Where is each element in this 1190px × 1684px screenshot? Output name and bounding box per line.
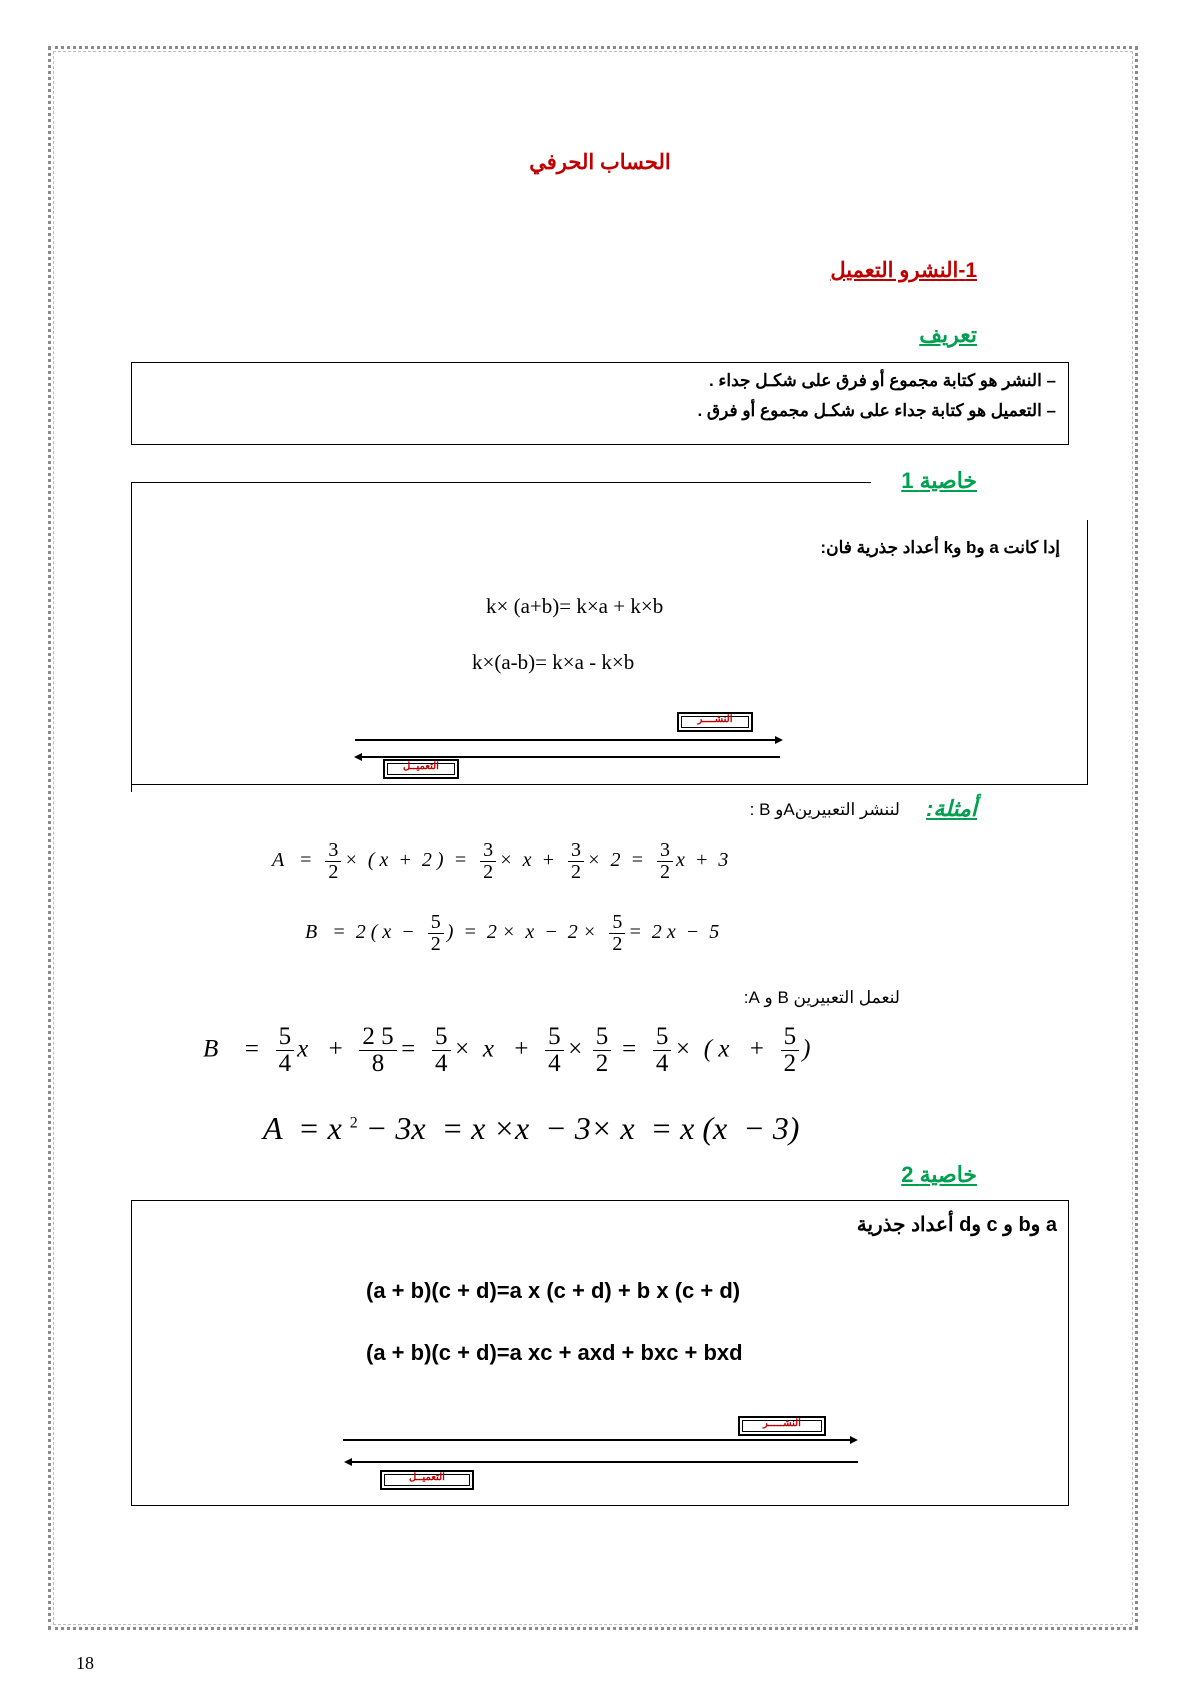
property1-top-rule <box>131 482 871 483</box>
examples-expand-intro: لننشر التعبيرينAو B : <box>749 800 900 819</box>
definition-line-1: – النشر هو كتابة مجموع أو فرق على شكـل جداء . <box>708 371 1056 390</box>
property2-intro: a وb و c وd أعداد جذرية <box>856 1214 1057 1236</box>
section-heading <box>830 258 977 283</box>
property1-left-rule <box>131 482 132 792</box>
expansion-A: A = $\frac{3}{2}$ × ( x + 2 ) = $\frac{3}{2}$ × x + $\frac{3}{2}$ × 2 = $\frac{3}{2}$ x + 3 <box>272 839 729 883</box>
property2-heading-num: 2 <box>901 1162 914 1187</box>
property1-right-rule <box>1087 520 1088 785</box>
page-title: الحساب الحرفي <box>529 151 671 174</box>
definition-line-2: – التعميل هو كتابة جداء على شكـل مجموع أو فرق . <box>697 401 1056 420</box>
section-label: النشرو التعميل <box>830 259 959 282</box>
definition-heading: تعريف <box>919 322 977 347</box>
forward-arrowhead <box>775 736 783 744</box>
examples-heading: أمثلة: <box>926 796 977 821</box>
backward-arrowhead-2 <box>344 1458 352 1466</box>
examples-factor-intro: لنعمل التعبيرين B و A: <box>743 988 900 1007</box>
page-number: 18 <box>76 1653 94 1673</box>
property1-heading-word: خاصية <box>919 468 977 493</box>
property2-formula-2: (a + b)(c + d)=a xc + axd + bxc + bxd <box>366 1340 743 1365</box>
factorization-A: A = x $^2$ − 3x = x ×x − 3× x = x (x − 3) <box>263 1110 800 1146</box>
property1-heading <box>901 468 977 494</box>
definition-box <box>131 362 1069 445</box>
property1-formula-2: k×(a-b)= k×a - k×b <box>472 650 635 674</box>
property1-bottom-rule <box>131 784 1088 785</box>
property1-intro: إدا كانت a وb وk أعداد جذرية فان: <box>820 538 1060 557</box>
expansion-B: B = 2 ( x − $\frac{5}{2}$ ) = 2 × x − 2 × $\frac{5}{2}$ = 2 x − 5 <box>305 911 720 955</box>
factor-label: التعميــل <box>383 759 459 779</box>
property1-heading-num: 1 <box>901 468 914 493</box>
factorization-B: B = $\frac{5}{4}$ x + $\frac{2 5}{8}$ = $\frac{5}{4}$ × x + $\frac{5}{4}$ × $\frac{5}{2}$ = $\frac{5}{4}$ × ( x + $\frac{5}{2}$ ) <box>203 1023 811 1078</box>
property2-heading-word: خاصية <box>919 1162 977 1187</box>
forward-arrowhead-2 <box>850 1436 858 1444</box>
property2-formula-1: (a + b)(c + d)=a x (c + d) + b x (c + d) <box>366 1278 741 1303</box>
section-number: 1- <box>958 259 977 282</box>
property1-formula-1: k× (a+b)= k×a + k×b <box>486 594 664 618</box>
backward-arrowhead <box>354 753 362 761</box>
expand-label: النشــــر <box>677 712 753 732</box>
expand-label-2: النشـــــر <box>738 1416 826 1436</box>
factor-label-2: التعميــل <box>380 1470 474 1490</box>
property2-heading <box>901 1162 977 1188</box>
